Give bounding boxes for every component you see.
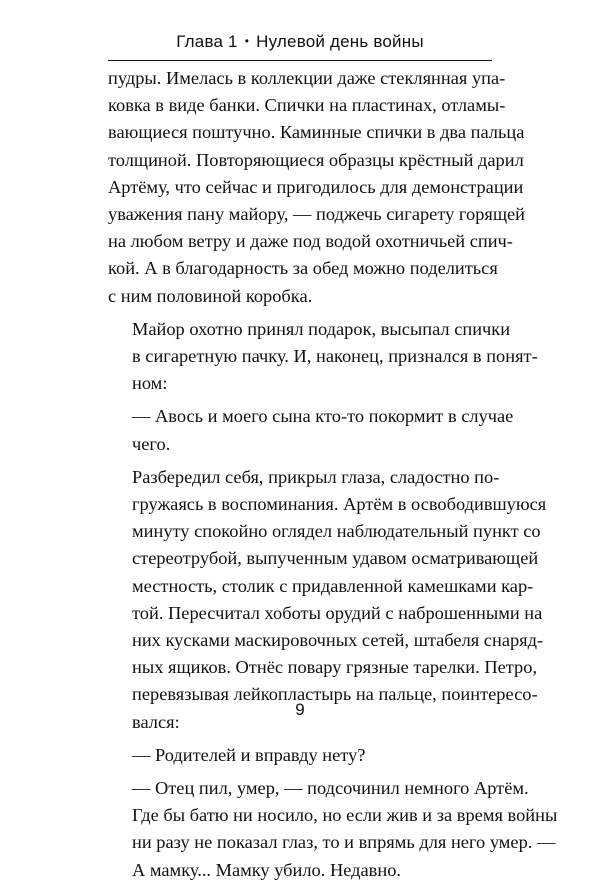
running-head (108, 32, 492, 52)
paragraph-2 (108, 316, 538, 398)
text-line: уважения пану майору, — поджечь сигарету горящей (108, 204, 526, 225)
text-line: них кусками маскировочных сетей, штабеля снаряд- (132, 630, 544, 651)
text-line: местность, столик с придавленной камешками кар- (132, 575, 534, 596)
text-line: ном: (132, 373, 168, 394)
paragraph-1 (108, 65, 526, 310)
text-line: минуту спокойно оглядел наблюдательный пункт со (132, 521, 541, 542)
text-line: Где бы батю ни носило, но если жив и за время войны (132, 805, 558, 826)
text-line: перевязывая лейкопластырь на пальце, поинтересо- (132, 684, 538, 705)
text-line: той. Пересчитал хоботы орудий с наброшенными на (132, 602, 543, 623)
text-line: чего. (132, 433, 171, 454)
text-line: ных ящиков. Отнёс повару грязные тарелки. Петро, (132, 657, 538, 678)
text-line: ковка в виде банки. Спички на пластинах, отламы- (108, 95, 506, 116)
text-line: гружаясь в воспоминания. Артём в освободившуюся (132, 494, 547, 515)
text-line: — Родителей и вправду нету? (132, 744, 366, 765)
text-line: ни разу не показал глаз, то и впрямь для него умер. — (132, 832, 556, 853)
text-line: с ним половиной коробка. (108, 285, 313, 306)
paragraph-3 (108, 403, 514, 457)
header-rule (108, 60, 492, 61)
paragraph-6 (108, 775, 558, 884)
chapter-label: Глава 1 (176, 32, 238, 51)
bullet-separator: • (244, 34, 250, 48)
text-line: в сигаретную пачку. И, наконец, признался в понят- (132, 346, 538, 367)
text-line: толщиной. Повторяющиеся образцы крёстный дарил (108, 149, 524, 170)
body-text (108, 65, 558, 890)
page-number: 9 (295, 700, 305, 719)
text-line: — Авось и моего сына кто-то покормит в случае (132, 406, 514, 427)
text-line: Майор охотно принял подарок, высыпал спички (132, 318, 511, 339)
text-line: Разбередил себя, прикрыл глаза, сладостно по- (132, 466, 500, 487)
paragraph-4 (108, 464, 547, 736)
text-line: кой. А в благодарность за обед можно поделиться (108, 258, 498, 279)
text-line: на любом ветру и даже под водой охотничьей спич- (108, 231, 513, 252)
chapter-title: Нулевой день войны (256, 32, 424, 51)
text-line: вающиеся поштучно. Каминные спички в два пальца (108, 122, 525, 143)
text-line: пудры. Имелась в коллекции даже стеклянная упа- (108, 68, 506, 88)
text-line: вался: (132, 711, 180, 732)
text-line: стереотрубой, выпученным удавом осматривающей (132, 548, 539, 569)
text-line: — Отец пил, умер, — подсочинил немного Артём. (132, 778, 529, 799)
paragraph-5 (108, 742, 492, 769)
text-line: Артёму, что сейчас и пригодилось для демонстрации (108, 176, 524, 197)
text-line: А мамку... Мамку убило. Недавно. (132, 859, 401, 880)
